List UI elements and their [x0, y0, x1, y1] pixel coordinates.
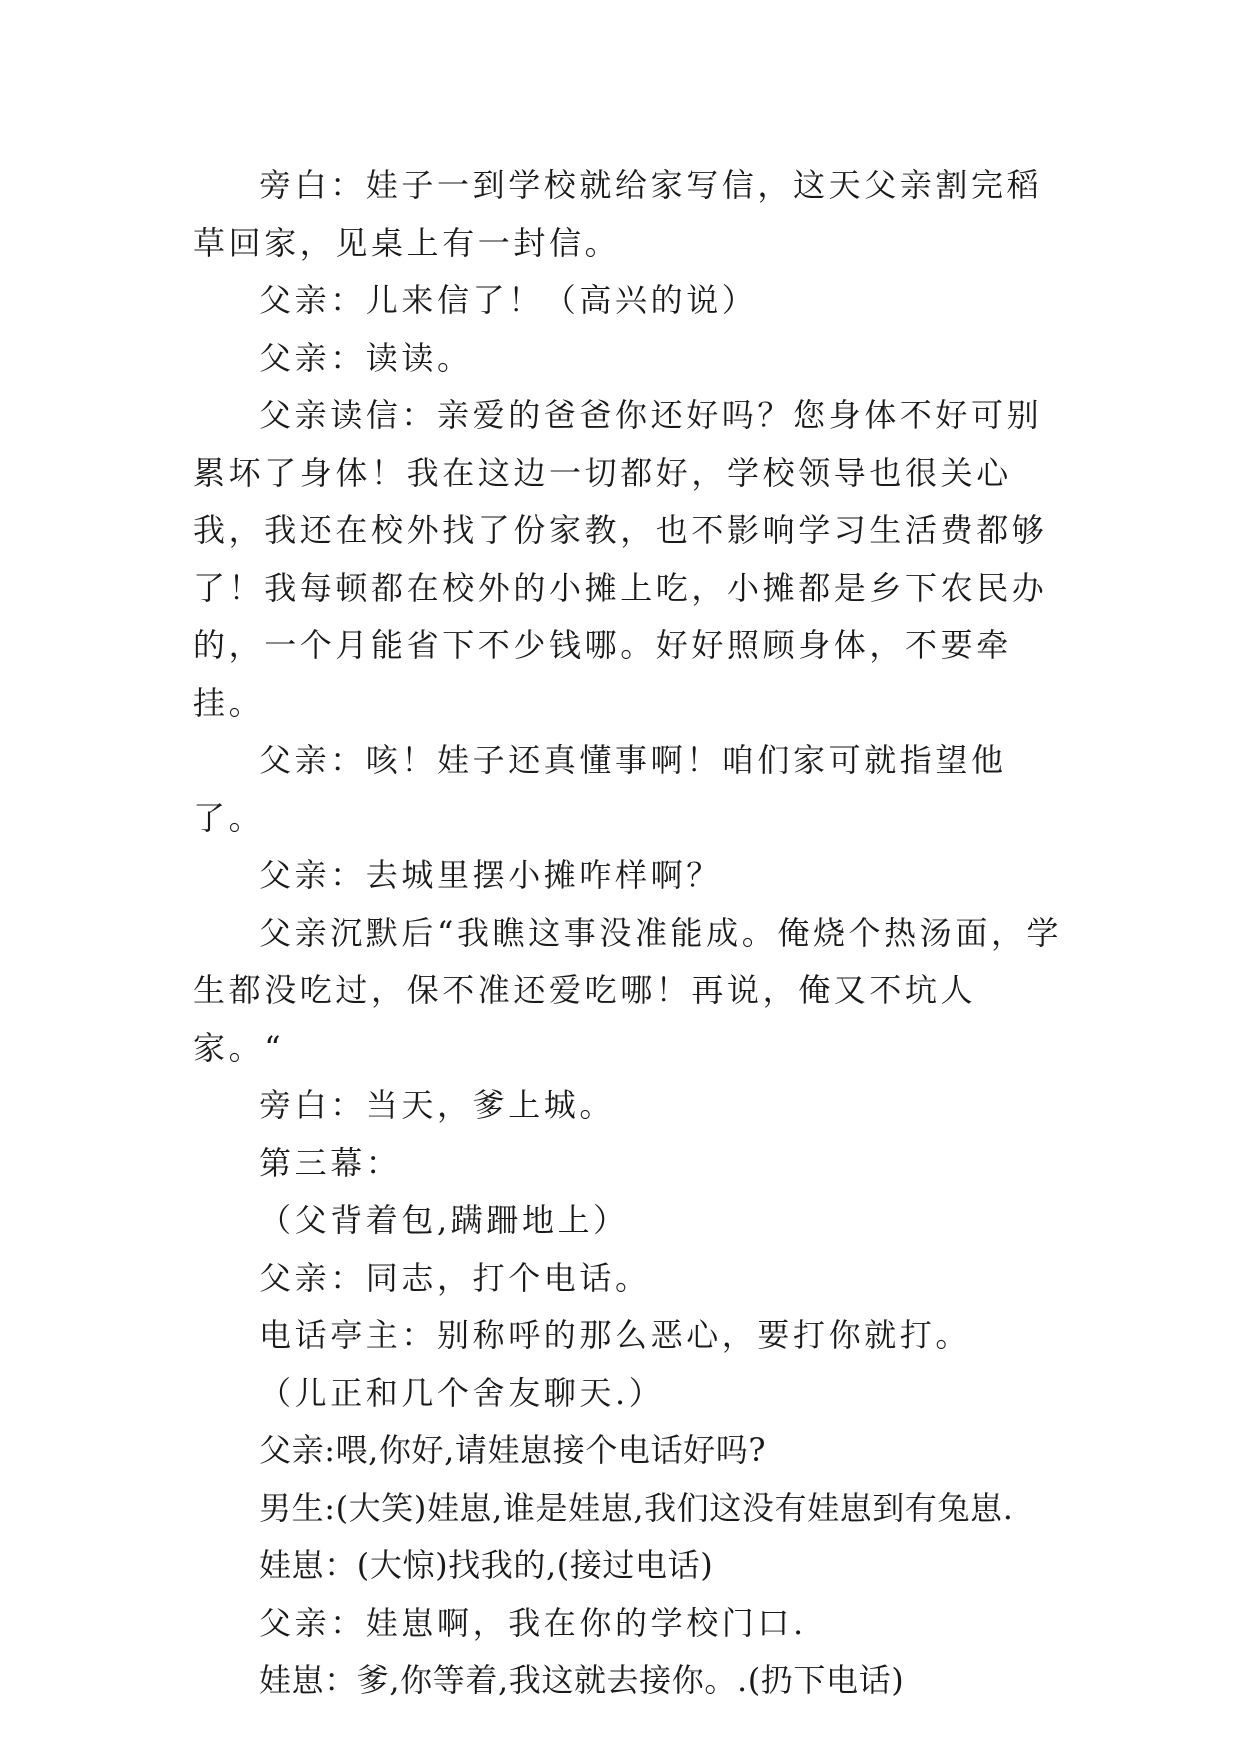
paragraph: 父亲：读读。 — [259, 338, 473, 377]
paragraph: （儿正和几个舍友聊天.） — [259, 1373, 665, 1412]
paragraph: 娃崽：爹,你等着,我这就去接你。.(扔下电话) — [259, 1661, 905, 1699]
paragraph: 第三幕： — [259, 1143, 402, 1182]
paragraph: 父亲沉默后“我瞧这事没准能成。俺烧个热汤面，学生都没吃过，保不准还爱吃哪！再说，俺又不坑人家。“ — [193, 913, 1063, 1067]
paragraph: 父亲:喂,你好,请娃崽接个电话好吗? — [259, 1431, 767, 1469]
paragraph: 旁白：娃子一到学校就给家写信，这天父亲割完稻草回家，见桌上有一封信。 — [193, 166, 1043, 262]
paragraph: 电话亭主：别称呼的那么恶心，要打你就打。 — [259, 1316, 972, 1354]
paragraph: 娃崽：(大惊)找我的,(接过电话) — [259, 1546, 714, 1584]
paragraph: 父亲：去城里摆小摊咋样啊？ — [259, 856, 722, 894]
paragraph: （父背着包,蹒跚地上） — [259, 1201, 629, 1239]
paragraph: 父亲读信：亲爱的爸爸你还好吗？您身体不好可别累坏了身体！我在这边一切都好，学校领导也很关心我，我还在校外找了份家教，也不影响学习生活费都够了！我每顿都在校外的小摊上吃，小摊都是乡下农民办的，一个月能省下不少钱哪。好好照顾身体，不要牵挂。 — [193, 396, 1048, 722]
paragraph: 父亲：咳！娃子还真懂事啊！咱们家可就指望他了。 — [193, 741, 1007, 837]
document-body — [193, 157, 1063, 1710]
paragraph: 男生:(大笑)娃崽,谁是娃崽,我们这没有娃崽到有兔崽. — [259, 1488, 1014, 1527]
paragraph: 父亲：儿来信了！（高兴的说） — [259, 281, 758, 319]
paragraph: 父亲：娃崽啊，我在你的学校门口. — [259, 1603, 807, 1642]
paragraph: 父亲：同志，打个电话。 — [259, 1258, 651, 1297]
paragraph: 旁白：当天，爹上城。 — [259, 1086, 616, 1124]
